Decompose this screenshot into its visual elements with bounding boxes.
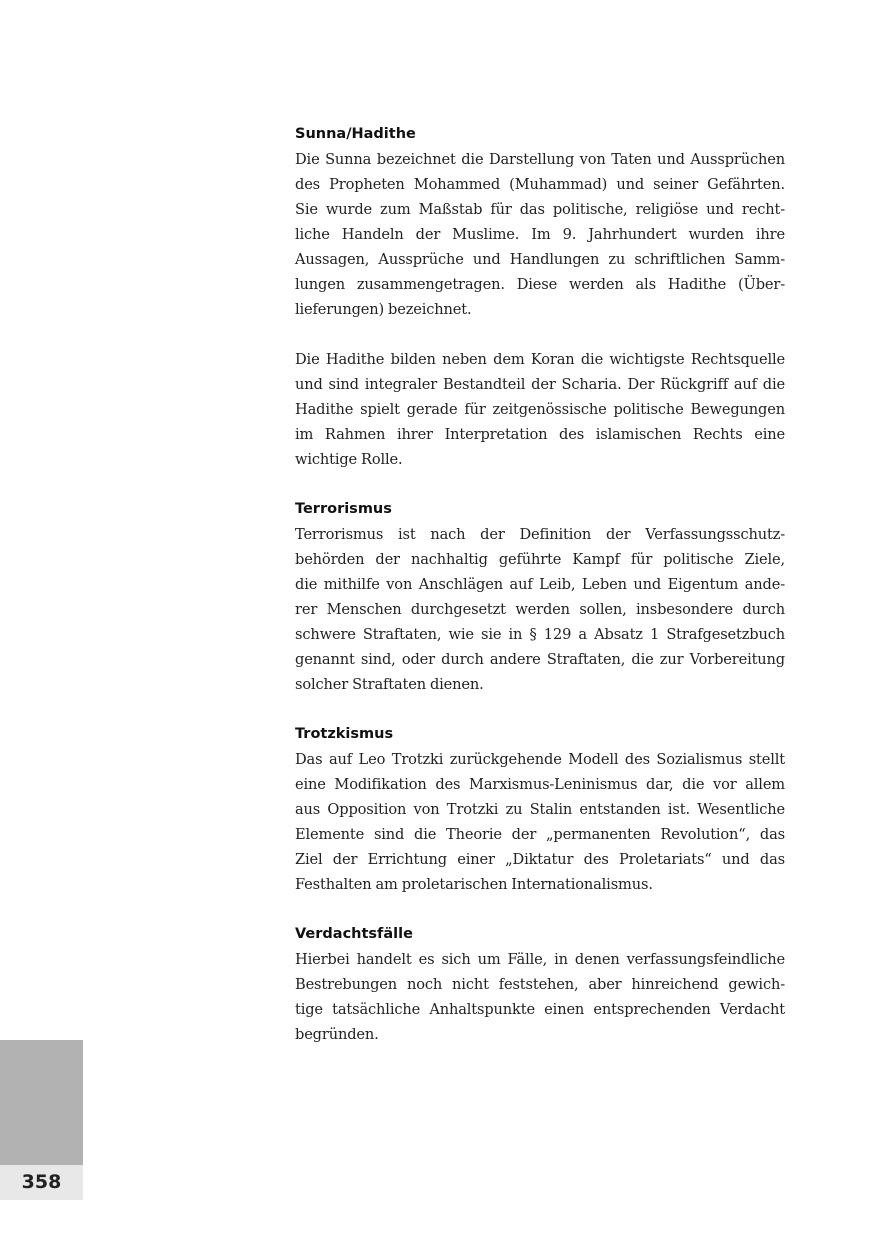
paragraph-spacer xyxy=(295,897,785,922)
text-line: aus Opposition von Trotzki zu Stalin entstanden ist. Wesentliche xyxy=(295,801,785,818)
text-line: Elemente sind die Theorie der „permanenten Revolution“, das xyxy=(295,826,785,843)
text-line: eine Modifikation des Marxismus-Leninismus dar, die vor allem xyxy=(295,776,785,793)
page-number: 358 xyxy=(21,1171,62,1193)
text-line: Hadithe spielt gerade für zeitgenössische politische Bewegungen xyxy=(295,401,785,418)
text-line: und sind integraler Bestandteil der Scharia. Der Rückgriff auf die xyxy=(295,376,785,393)
paragraph-spacer xyxy=(295,697,785,722)
text-line: Die Sunna bezeichnet die Darstellung von Taten und Aussprüchen xyxy=(295,151,785,168)
entry-paragraph xyxy=(295,522,785,697)
entry-title-terrorismus: Terrorismus xyxy=(295,501,392,517)
text-line: Das auf Leo Trotzki zurückgehende Modell des Sozialismus stellt xyxy=(295,751,785,768)
text-line: solcher Straftaten dienen. xyxy=(295,676,484,693)
entry-paragraph xyxy=(295,347,785,472)
text-line: Aussagen, Aussprüche und Handlungen zu schriftlichen Samm- xyxy=(295,251,785,268)
page-edge-tab xyxy=(0,1040,83,1165)
text-line: Bestrebungen noch nicht feststehen, aber hinreichend gewich- xyxy=(295,976,785,993)
text-line: genannt sind, oder durch andere Straftaten, die zur Vorbereitung xyxy=(295,651,785,668)
text-line: tige tatsächliche Anhaltspunkte einen entsprechenden Verdacht xyxy=(295,1001,785,1018)
text-line: Ziel der Errichtung einer „Diktatur des Proletariats“ und das xyxy=(295,851,785,868)
text-line: rer Menschen durchgesetzt werden sollen, insbesondere durch xyxy=(295,601,785,618)
text-line: Terrorismus ist nach der Definition der Verfassungsschutz- xyxy=(295,526,785,543)
text-line: wichtige Rolle. xyxy=(295,451,403,468)
text-line: Festhalten am proletarischen Internationalismus. xyxy=(295,876,653,893)
entry-title-sunna-hadithe: Sunna/Hadithe xyxy=(295,126,416,142)
paragraph-spacer xyxy=(295,472,785,497)
entry-paragraph xyxy=(295,947,785,1047)
text-line: des Propheten Mohammed (Muhammad) und seiner Gefährten. xyxy=(295,176,785,193)
text-line: die mithilfe von Anschlägen auf Leib, Leben und Eigentum ande- xyxy=(295,576,785,593)
entry-paragraph xyxy=(295,747,785,897)
text-line: behörden der nachhaltig geführte Kampf für politische Ziele, xyxy=(295,551,785,568)
text-line: im Rahmen ihrer Interpretation des islamischen Rechts eine xyxy=(295,426,785,443)
text-line: liche Handeln der Muslime. Im 9. Jahrhundert wurden ihre xyxy=(295,226,785,243)
glossary-content xyxy=(295,122,785,1047)
entry-title-verdachtsfaelle: Verdachtsfälle xyxy=(295,926,413,942)
paragraph-spacer xyxy=(295,322,785,347)
text-line: schwere Straftaten, wie sie in § 129 a Absatz 1 Strafgesetzbuch xyxy=(295,626,785,643)
text-line: begründen. xyxy=(295,1026,379,1043)
text-line: lieferungen) bezeichnet. xyxy=(295,301,472,318)
entry-paragraph xyxy=(295,147,785,322)
text-line: Die Hadithe bilden neben dem Koran die wichtigste Rechtsquelle xyxy=(295,351,785,368)
text-line: Sie wurde zum Maßstab für das politische, religiöse und recht- xyxy=(295,201,785,218)
entry-title-trotzkismus: Trotzkismus xyxy=(295,726,394,742)
text-line: Hierbei handelt es sich um Fälle, in denen verfassungsfeindliche xyxy=(295,951,785,968)
text-line: lungen zusammengetragen. Diese werden als Hadithe (Über- xyxy=(295,276,785,293)
